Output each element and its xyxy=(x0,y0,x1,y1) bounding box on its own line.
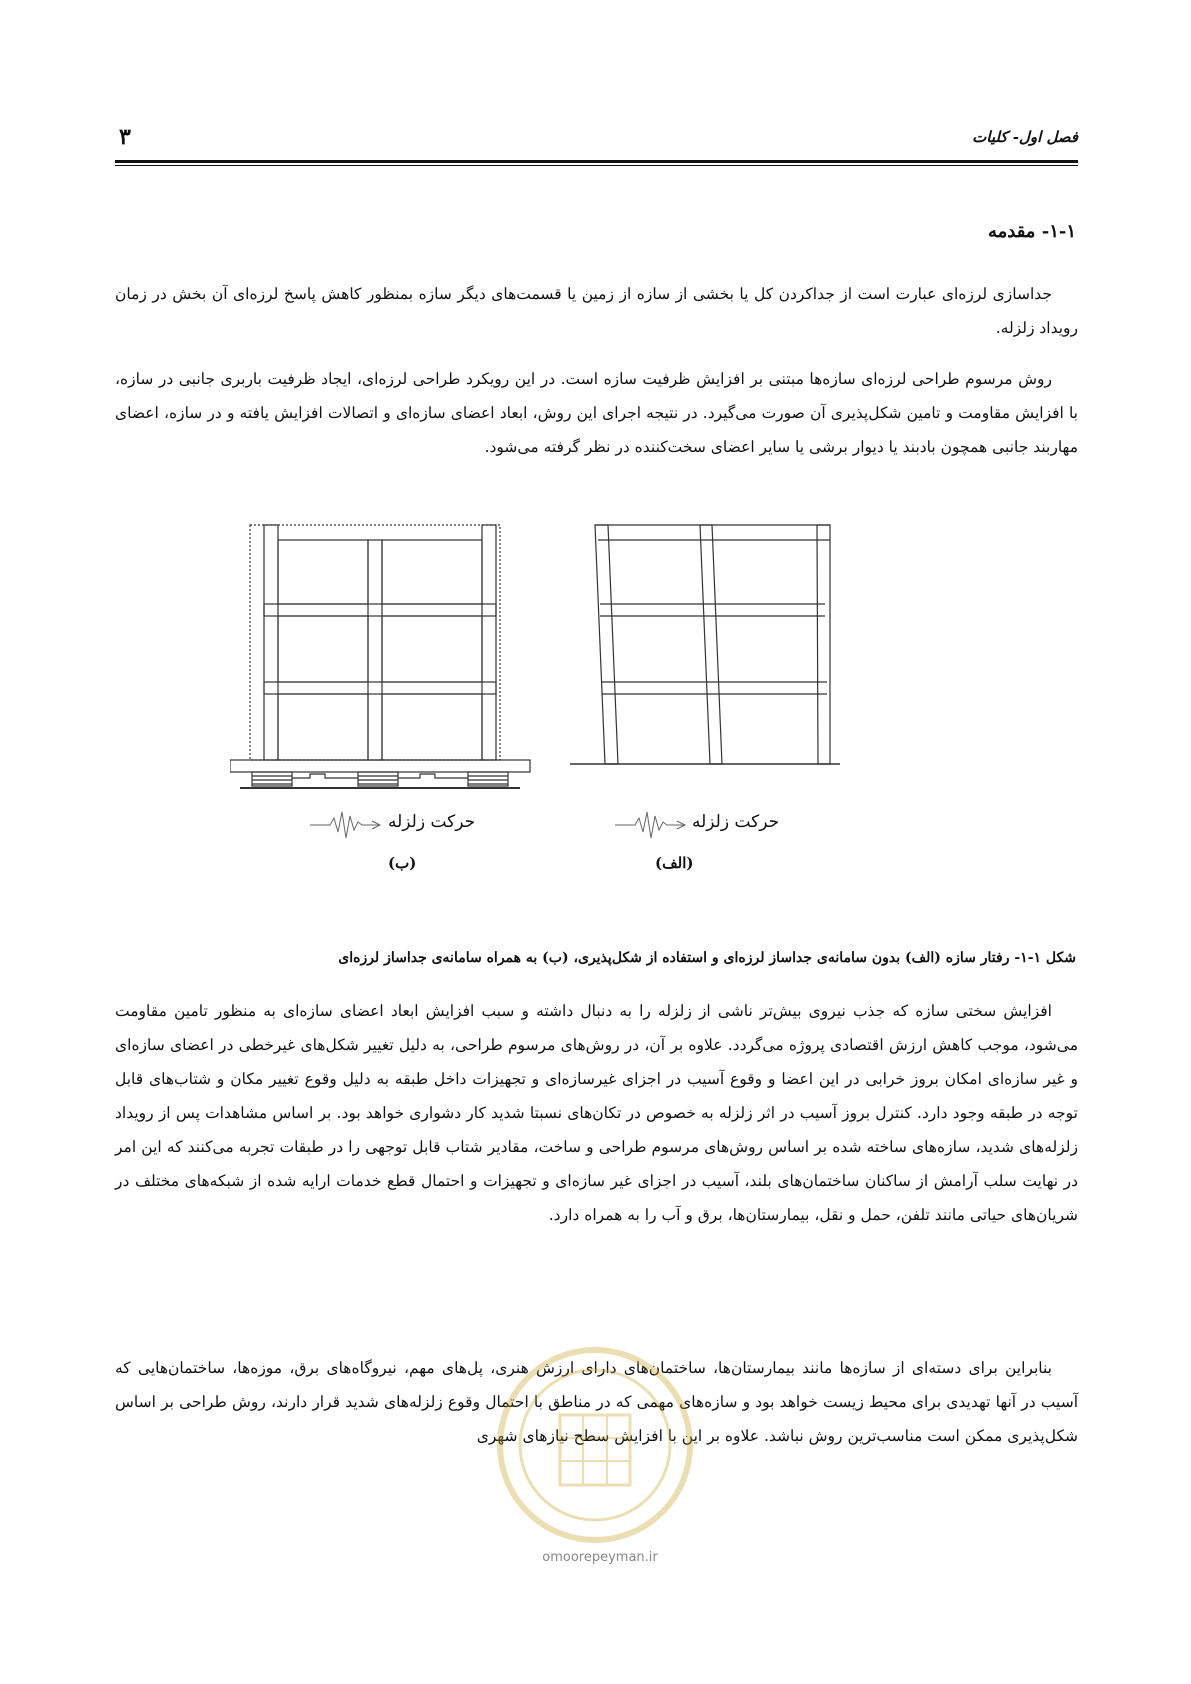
paragraph-important-structures: بنابراین برای دسته‌ای از سازه‌ها مانند بیمارستان‌ها، ساختمان‌های دارای ارزش هنری، پل‌های مهم، نیروگاه‌های برق، موزه‌ها، ساختمان‌هایی که آسیب در آنها تهدیدی برای محیط زیست خواهد بود و سازه‌های مهمی که در مناطق با احتمال وقوع زلزله‌های شدید قرار دارند، روش طراحی بر اساس شکل‌پذیری ممکن است مناسب‌ترین روش نباشد. علاوه بر این با افزایش سطح نیازهای شهری xyxy=(115,1359,1078,1445)
header-rule-thick xyxy=(115,160,1078,163)
page-number: ۳ xyxy=(119,124,131,150)
section-title: ۱-۱- مقدمه xyxy=(987,221,1076,242)
figure-frames xyxy=(230,520,930,950)
paragraph-conventional-design: روش مرسوم طراحی لرزه‌ای سازه‌ها مبتنی بر افزایش ظرفیت سازه است. در این رویکرد طراحی لرزه‌ای، ایجاد ظرفیت باربری جانبی در سازه، با افزایش مقاومت و تامین شکل‌پذیری آن صورت می‌گیرد. در نتیجه اجرای این روش، ابعاد اعضای سازه‌ای و اتصالات افزایش یافته و در سازه، اعضای مهاربند جانبی همچون بادبند یا دیوار برشی یا سایر اعضای سخت‌کننده در نظر گرفته می‌شود. xyxy=(115,370,1078,456)
figure-drawing xyxy=(230,520,930,950)
ground-motion-icon xyxy=(310,812,380,838)
quake-label-a: حرکت زلزله xyxy=(692,812,780,832)
ground-motion-icon xyxy=(615,812,685,838)
subfigure-label-a: (الف) xyxy=(655,854,694,872)
page-header xyxy=(115,124,1078,158)
isolator-bearing-icon xyxy=(358,772,398,786)
watermark-emblem-icon xyxy=(495,1335,695,1555)
isolator-bearing-icon xyxy=(252,772,292,786)
isolated-frame-drawing xyxy=(230,525,530,788)
quake-label-b: حرکت زلزله xyxy=(388,812,476,832)
paragraph-stiffness: افزایش سختی سازه که جذب نیروی بیش‌تر ناشی از زلزله را به دنبال داشته و سبب افزایش ابعاد اعضای سازه‌ای به منظور تامین مقاومت می‌شود، موجب کاهش ارزش اقتصادی پروژه می‌گردد. علاوه بر آن، در روش‌های مرسوم طراحی، به دلیل تغییر شکل‌های غیرخطی در اعضای سازه‌ای و غیر سازه‌ای امکان بروز خرابی در این اعضا و وقوع آسیب در اجزای غیرسازه‌ای و تجهیزات داخل طبقه به دلیل وقوع تغییر مکان و شتاب‌های قابل توجه در طبقه وجود دارد. کنترل بروز آسیب در اثر زلزله به خصوص در تکان‌های نسبتا شدید کار دشواری خواهد بود. بر اساس مشاهدات پس از رویداد زلزله‌های شدید، سازه‌های ساخته شده بر اساس روش‌های مرسوم طراحی و ساخت، مقادیر شتاب قابل توجهی را در طبقات تجربه می‌کنند که این امر در نهایت سلب آرامش از ساکنان ساختمان‌های بلند، آسیب در اجزای غیر سازه‌ای و تجهیزات و احتمال قطع خدمات ارایه شده از شبکه‌های مختلف در شریان‌های حیاتی مانند تلفن، حمل و نقل، بیمارستان‌ها، برق و آب را به همراه دارد. xyxy=(115,1002,1078,1224)
figure-caption: شکل ۱-۱- رفتار سازه (الف) بدون سامانه‌ی جداساز لرزه‌ای و استفاده از شکل‌پذیری، (ب) به همراه سامانه‌ی جداساز لرزه‌ای xyxy=(338,950,1076,966)
fixed-frame-drawing xyxy=(570,525,840,764)
paragraph-intro: جداسازی لرزه‌ای عبارت است از جداکردن کل یا بخشی از سازه از زمین یا قسمت‌های دیگر سازه بمنظور کاهش پاسخ لرزه‌ای آن بخش در زمان رویداد زلزله. xyxy=(115,285,1078,337)
chapter-title: فصل اول- کلیات xyxy=(972,128,1078,146)
watermark-logo xyxy=(495,1335,695,1575)
header-rule-thin xyxy=(115,165,1078,166)
isolator-bearing-icon xyxy=(468,772,508,786)
watermark-text: omoorepeyman.ir xyxy=(542,1550,658,1565)
subfigure-label-b: (ب) xyxy=(388,854,417,872)
